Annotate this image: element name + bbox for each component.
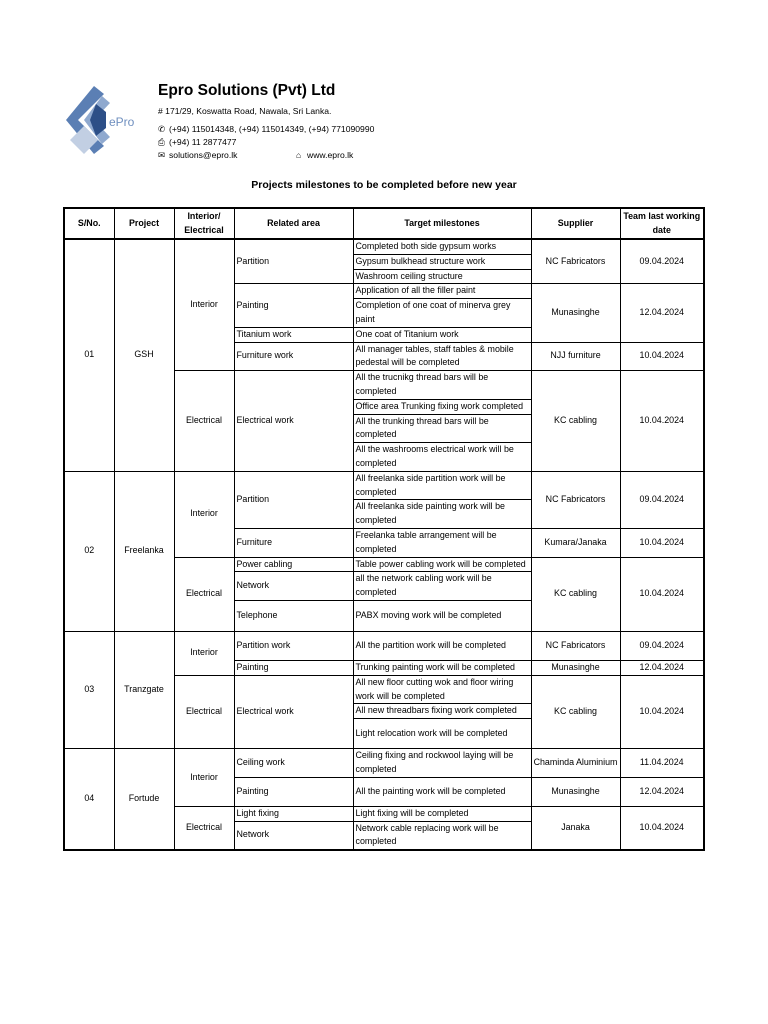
area-cell: Electrical work [234, 371, 353, 472]
date-cell: 10.04.2024 [620, 806, 704, 850]
table-row [64, 239, 704, 254]
area-cell: Ceiling work [234, 749, 353, 778]
date-cell: 09.04.2024 [620, 471, 704, 528]
milestone-cell: all the network cabling work will be completed [353, 572, 531, 601]
milestone-cell: All freelanka side partition work will be completed [353, 471, 531, 500]
project-cell: Tranzgate [114, 631, 174, 748]
milestone-cell: All the washrooms electrical work will be completed [353, 443, 531, 472]
type-cell: Electrical [174, 675, 234, 748]
date-cell: 12.04.2024 [620, 777, 704, 806]
supplier-cell: Chaminda Aluminium [531, 749, 620, 778]
milestones-table [63, 207, 705, 851]
fax-line [158, 137, 236, 148]
area-cell: Light fixing [234, 806, 353, 821]
supplier-cell: NC Fabricators [531, 471, 620, 528]
area-cell: Furniture work [234, 342, 353, 371]
supplier-cell: Munasinghe [531, 777, 620, 806]
milestone-cell: All manager tables, staff tables & mobile pedestal will be completed [353, 342, 531, 371]
type-cell: Interior [174, 239, 234, 371]
supplier-cell: KC cabling [531, 557, 620, 631]
date-cell: 10.04.2024 [620, 528, 704, 557]
project-cell: GSH [114, 239, 174, 471]
milestone-cell: Light fixing will be completed [353, 806, 531, 821]
area-cell: Network [234, 572, 353, 601]
area-cell: Partition [234, 471, 353, 528]
milestone-cell: Washroom ceiling structure [353, 269, 531, 284]
milestone-cell: All the trucnikg thread bars will be completed [353, 371, 531, 400]
type-cell: Interior [174, 471, 234, 557]
area-cell: Partition [234, 239, 353, 284]
project-cell: Freelanka [114, 471, 174, 631]
table-row [64, 471, 704, 500]
milestone-cell: All the trunking thread bars will be completed [353, 414, 531, 443]
document-title: Projects milestones to be completed before new year [251, 179, 517, 191]
supplier-cell: Janaka [531, 806, 620, 850]
email-line [158, 150, 237, 161]
milestone-cell: Network cable replacing work will be completed [353, 821, 531, 850]
type-cell: Electrical [174, 557, 234, 631]
milestone-cell: Light relocation work will be completed [353, 719, 531, 749]
milestone-cell: All freelanka side painting work will be completed [353, 500, 531, 529]
email-icon: ✉ [158, 150, 166, 160]
area-cell: Telephone [234, 600, 353, 631]
header-supplier: Supplier [531, 208, 620, 239]
type-cell: Electrical [174, 371, 234, 472]
date-cell: 10.04.2024 [620, 371, 704, 472]
email-address[interactable]: solutions@epro.lk [169, 150, 238, 160]
date-cell: 10.04.2024 [620, 342, 704, 371]
sno-cell: 02 [64, 471, 114, 631]
milestone-cell: Ceiling fixing and rockwool laying will be completed [353, 749, 531, 778]
table-header-row [64, 208, 704, 239]
area-cell: Network [234, 821, 353, 850]
company-name: Epro Solutions (Pvt) Ltd [158, 82, 336, 99]
supplier-cell: Munasinghe [531, 284, 620, 342]
sno-cell: 03 [64, 631, 114, 748]
milestone-cell: All new threadbars fixing work completed [353, 704, 531, 719]
sno-cell: 04 [64, 749, 114, 850]
table-row [64, 749, 704, 778]
area-cell: Furniture [234, 528, 353, 557]
company-address: # 171/29, Koswatta Road, Nawala, Sri Lanka. [158, 106, 332, 116]
web-line [296, 150, 353, 160]
header-type: Interior/ Electrical [174, 208, 234, 239]
supplier-cell: NJJ furniture [531, 342, 620, 371]
area-cell: Painting [234, 777, 353, 806]
project-cell: Fortude [114, 749, 174, 850]
area-cell: Titanium work [234, 327, 353, 342]
milestone-cell: Freelanka table arrangement will be completed [353, 528, 531, 557]
supplier-cell: NC Fabricators [531, 631, 620, 660]
supplier-cell: Munasinghe [531, 660, 620, 675]
area-cell: Power cabling [234, 557, 353, 572]
date-cell: 12.04.2024 [620, 660, 704, 675]
milestone-cell: All the partition work will be completed [353, 631, 531, 660]
type-cell: Interior [174, 631, 234, 675]
area-cell: Painting [234, 660, 353, 675]
milestone-cell: All the painting work will be completed [353, 777, 531, 806]
table-row [64, 631, 704, 660]
date-cell: 10.04.2024 [620, 675, 704, 748]
web-icon: ⌂ [296, 150, 302, 160]
date-cell: 11.04.2024 [620, 749, 704, 778]
header-project: Project [114, 208, 174, 239]
milestone-cell: Completion of one coat of minerva grey paint [353, 299, 531, 328]
phone-icon: ✆ [158, 124, 166, 134]
area-cell: Partition work [234, 631, 353, 660]
area-cell: Painting [234, 284, 353, 327]
milestone-cell: Trunking painting work will be completed [353, 660, 531, 675]
milestone-cell: All new floor cutting wok and floor wiring work will be completed [353, 675, 531, 704]
supplier-cell: NC Fabricators [531, 239, 620, 284]
sno-cell: 01 [64, 239, 114, 471]
milestone-cell: Office area Trunking fixing work completed [353, 399, 531, 414]
milestone-cell: Completed both side gypsum works [353, 239, 531, 254]
milestone-cell: One coat of Titanium work [353, 327, 531, 342]
epro-logo [62, 82, 152, 162]
header-date: Team last working date [620, 208, 704, 239]
website[interactable]: www.epro.lk [307, 150, 354, 160]
milestone-cell: PABX moving work will be completed [353, 600, 531, 631]
fax-icon: ⎙ [158, 137, 165, 147]
milestone-cell: Application of all the filler paint [353, 284, 531, 299]
type-cell: Electrical [174, 806, 234, 850]
header-sno: S/No. [64, 208, 114, 239]
milestone-cell: Gypsum bulkhead structure work [353, 254, 531, 269]
supplier-cell: KC cabling [531, 371, 620, 472]
phone-numbers: (+94) 115014348, (+94) 115014349, (+94) 771090990 [169, 124, 375, 134]
header-area: Related area [234, 208, 353, 239]
fax-number: (+94) 11 2877477 [169, 137, 237, 147]
logo-text: ePro [109, 115, 135, 129]
date-cell: 12.04.2024 [620, 284, 704, 342]
supplier-cell: Kumara/Janaka [531, 528, 620, 557]
milestone-cell: Table power cabling work will be completed [353, 557, 531, 572]
date-cell: 09.04.2024 [620, 239, 704, 284]
area-cell: Electrical work [234, 675, 353, 748]
type-cell: Interior [174, 749, 234, 807]
phone-line [158, 124, 374, 135]
date-cell: 10.04.2024 [620, 557, 704, 631]
header-milestones: Target milestones [353, 208, 531, 239]
supplier-cell: KC cabling [531, 675, 620, 748]
date-cell: 09.04.2024 [620, 631, 704, 660]
